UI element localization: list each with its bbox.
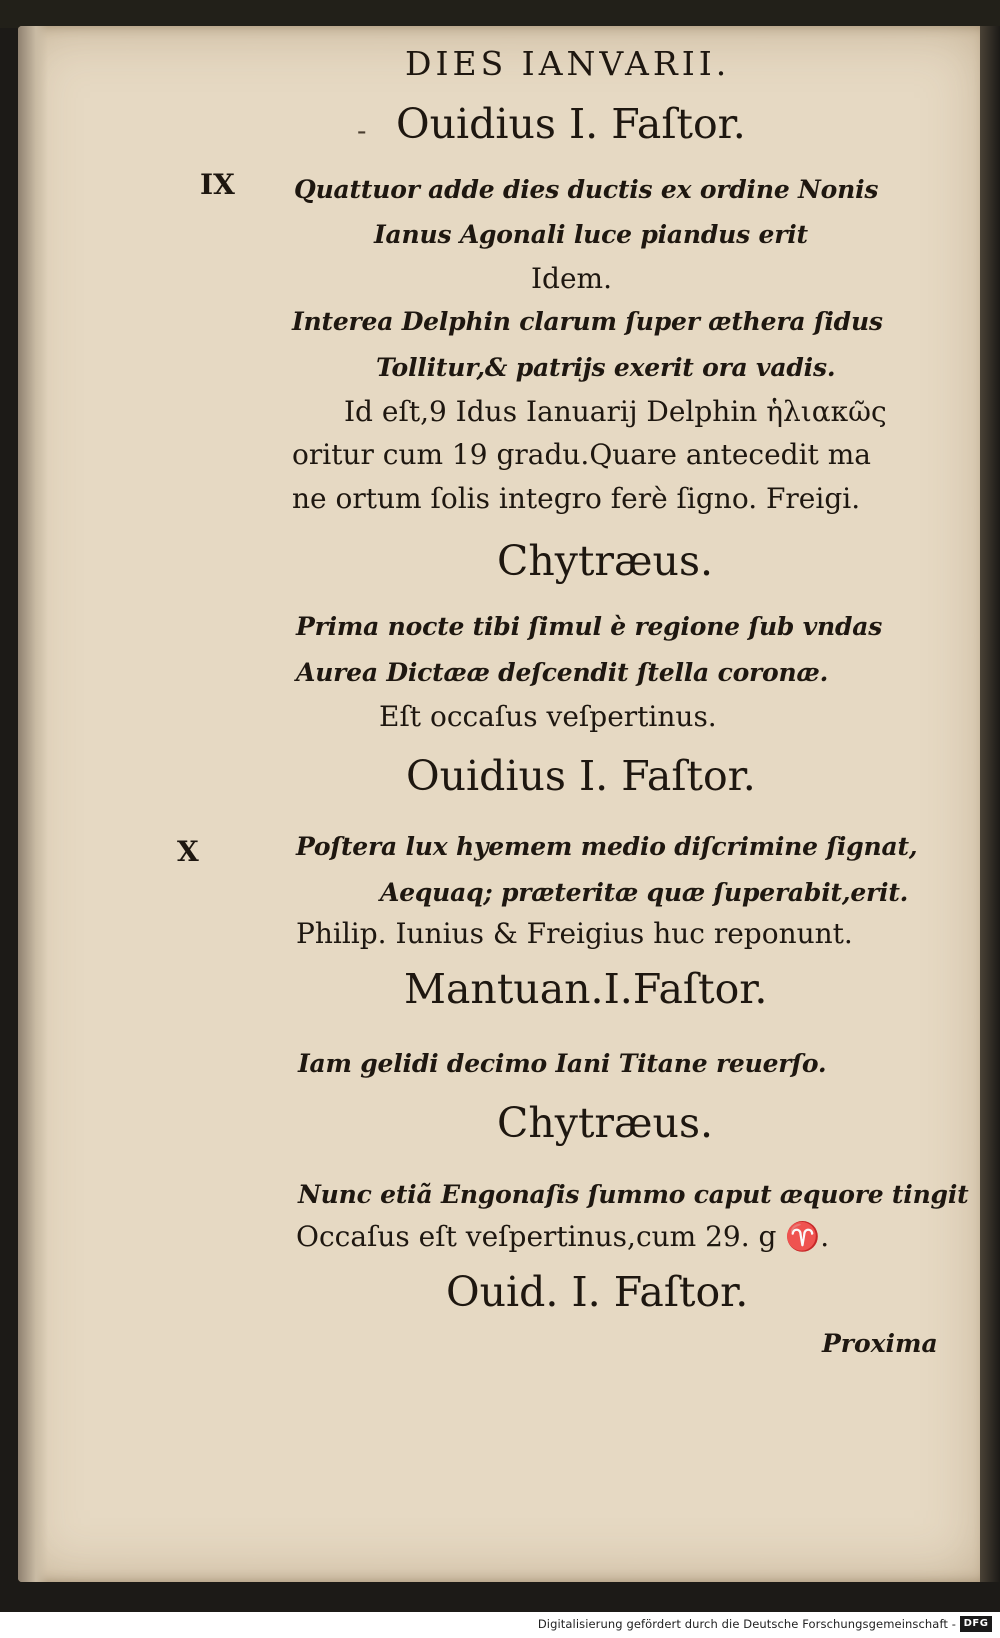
prose-line: Id eſt,9 Idus Ianuarij Delphin ἡλιακῶς [344, 395, 887, 428]
dfg-logo: DFG [960, 1616, 992, 1632]
verse-line: Ianus Agonali luce piandus erit [374, 220, 808, 249]
section-heading: Chytræus. [497, 537, 714, 585]
catchword: Proxima [822, 1329, 938, 1358]
prose-line: Occaſus eſt veſpertinus,cum 29. g ♈. [296, 1220, 830, 1253]
verse-line: Aequaq; præteritæ quæ ſuperabit,erit. [380, 878, 909, 907]
page-gutter [18, 26, 48, 1582]
verse-line: Interea Delphin clarum ſuper æthera ſidus [292, 307, 883, 336]
verse-line: Aurea Dictææ deſcendit ſtella coronæ. [296, 658, 829, 687]
section-heading: Ouidius I. Faſtor. [396, 100, 746, 148]
margin-day-number: X [177, 835, 199, 868]
section-heading: Ouid. I. Faſtor. [446, 1268, 749, 1316]
footer-credit: Digitalisierung gefördert durch die Deutsche Forschungsgemeinschaft - [537, 1617, 956, 1631]
verse-line: Prima nocte tibi ſimul è regione ſub vndas [296, 612, 883, 641]
section-heading: Ouidius I. Faſtor. [406, 752, 756, 800]
verse-line: Quattuor adde dies ductis ex ordine Nonis [294, 175, 879, 204]
scan-background [0, 0, 1000, 28]
prose-line: ne ortum ſolis integro ferè ſigno. Freigi. [292, 482, 861, 515]
section-heading: Idem. [531, 262, 613, 295]
running-head: DIES IANVARII. [405, 44, 731, 83]
prose-line: Philip. Iunius & Freigius huc reponunt. [296, 917, 853, 950]
verse-line: Tollitur,& patrijs exerit ora vadis. [376, 353, 836, 382]
verse-line: Nunc etiã Engonaſis ſummo caput æquore tingit [298, 1180, 969, 1209]
verse-line: Iam gelidi decimo Iani Titane reuerſo. [298, 1049, 827, 1078]
prose-line: oritur cum 19 gradu.Quare antecedit ma [292, 438, 871, 471]
verse-line: Poſtera lux hyemem medio diſcrimine ſignat, [296, 832, 918, 861]
dash-ornament: - [357, 114, 367, 147]
prose-line: Eſt occaſus veſpertinus. [379, 700, 717, 733]
margin-day-number: IX [200, 168, 235, 201]
section-heading: Chytræus. [497, 1099, 714, 1147]
section-heading: Mantuan.I.Faſtor. [404, 965, 768, 1013]
page-edge [980, 26, 1000, 1582]
